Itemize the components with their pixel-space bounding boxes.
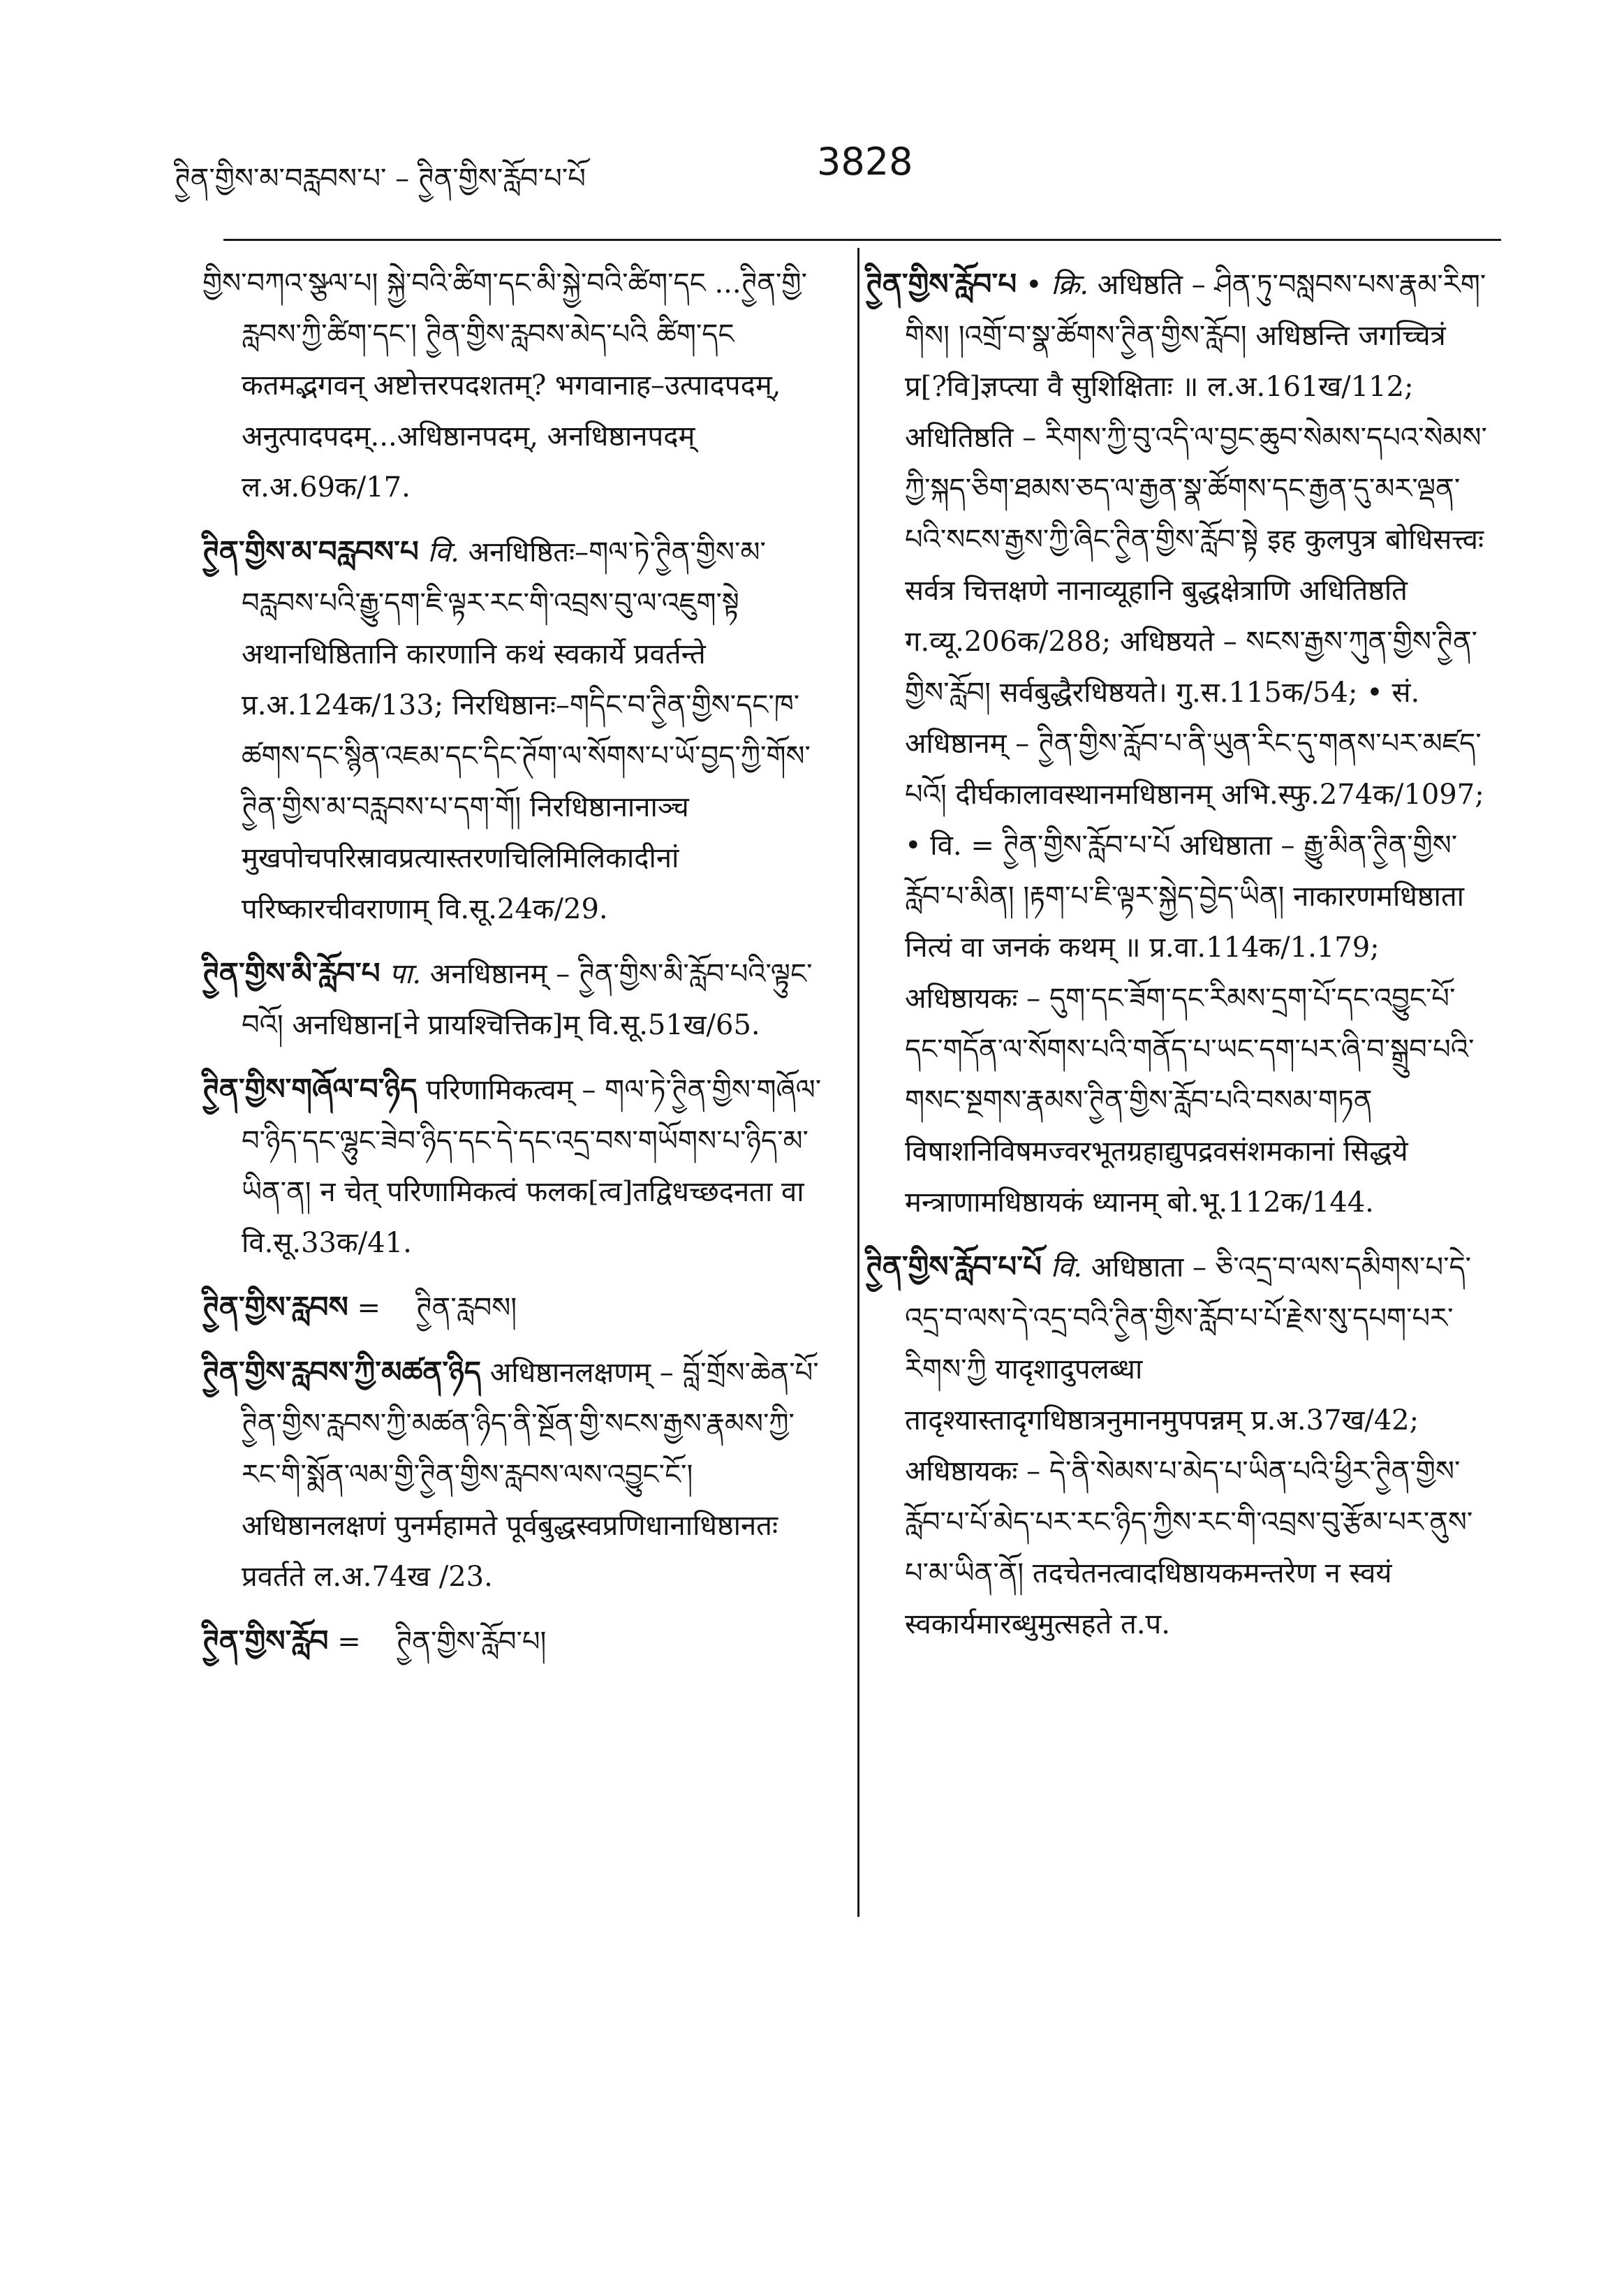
entry-headword: ཊྱིན་གྱིས་རླབས་ཀྱི་མཚན་ཉིད: [202, 1355, 482, 1389]
entry-headword: ཊྱིན་གྱིས་རློབ་པ: [866, 267, 1017, 301]
running-header: [175, 140, 1501, 203]
entry-grammar: वि.: [427, 536, 459, 568]
entry-headword: ཊྱིན་གྱིས་རློབ་པ་པོ: [866, 1249, 1042, 1284]
right-column: [866, 258, 1487, 1663]
entry-body: अनधिष्ठितः–གལ་ཏེ་ཊྱིན་གྱིས་མ་བརླབས་པའི་རྒྱུ་དག་ཇི་ལྟར་རང་གི་འབྲས་བུ་ལ་འཇུག་སྟེ अथानधिष्ठितानि कारणानि कथं स्वकार्ये प्रवर्तन्ते प्र.अ.124क/133; निरधिष्ठानः–གདིང་བ་ཊྱིན་གྱིས་དང་ཁ་ཚགས་དང་སྙིན་འཇམ་དང་དིང་ཊོག་ལ་སོགས་པ་ཡོ་བྱད་ཀྱི་གོས་ཊྱིན་གྱིས་མ་བརླབས་པ་དག་གོ། निरधिष्ठानानाञ्च मुखपोचपरिस्रावप्रत्यास्तरणचिलिमिलिकादीनां परिष्कारचीवराणाम् वि.सू.24क/29.: [242, 536, 811, 925]
entry-headword: ཊྱིན་གྱིས་རློབ: [202, 1624, 329, 1658]
dictionary-entry: [202, 1346, 824, 1603]
entry-body: अनधिष्ठानम् – ཊྱིན་གྱིས་མི་རློབ་པའི་ལྟུང་བའོ། अनधिष्ठान[ने प्रायश्चित्तिक]म् वि.सू.51ख/65.: [242, 958, 813, 1041]
column-divider: [857, 248, 859, 1917]
entry-cross-reference: = ཊྱིན་རླབས།: [357, 1292, 517, 1324]
running-head: ཊྱིན་གྱིས་མ་བརླབས་པ་ – ཊྱིན་གྱིས་རློབ་པ་པོ: [175, 163, 586, 195]
header-rule: [223, 239, 1501, 241]
entry-body: अधिष्ठानलक्षणम् – བློ་གྲོས་ཆེན་པོ་ཊྱིན་གྱིས་རླབས་ཀྱི་མཚན་ཉིད་ནི་སྔོན་གྱི་སངས་རྒྱས་རྣམས་ཀྱི་རང་གི་སྨོན་ལམ་གྱི་ཊྱིན་གྱིས་རླབས་ལས་འབྱུང་ངོ་། अधिष्ठानलक्षणं पुनर्महामते पूर्वबुद्धस्वप्रणिधानाधिष्ठानतः प्रवर्तते ल.अ.74ख /23.: [242, 1357, 819, 1593]
entry-body: परिणामिकत्वम् – གལ་ཏེ་ཊྱིན་གྱིས་གཞོལ་བ་ཉིད་དང་ལྷུང་ཟེབ་ཉིད་དང་དེ་དང་འདྲ་བས་གཡོགས་པ་ཉིད་མ་ཡིན་ན། न चेत् परिणामिकत्वं फलक[त्व]तद्विधच्छदनता वा वि.सू.33क/41.: [242, 1074, 822, 1259]
continuation-body: གྱིས་བཀའ་སྩལ་པ། སྐྱེ་བའི་ཚིག་དང་མི་སྐྱེ་བའི་ཚིག་དང ...ཊྱིན་གྱི་རླབས་ཀྱི་ཚིག་དང་། ཊྱིན་གྱིས་རླབས་མེད་པའི ཚིག་དང कतमद्भगवन् अष्टोत्तरपदशतम्? भगवानाह–उत्पादपदम्, अनुत्पादपदम्...अधिष्ठानपदम्, अनधिष्ठानपदम् ल.अ.69क/17.: [202, 267, 807, 503]
entry-headword: ཊྱིན་གྱིས་མ་བརླབས་པ: [202, 534, 419, 568]
dictionary-entry: [202, 1615, 824, 1668]
dictionary-entry: [866, 258, 1487, 1228]
dictionary-entry: [202, 1281, 824, 1334]
entry-body: अधिष्ठति – ཤིན་ཏུ་བསླབས་པས་རྣམ་རིག་གིས། །འགྲོ་བ་སྣ་ཚོགས་ཊྱིན་གྱིས་རློབ། अधिष्ठन्ति जगच्चित्रं प्र[?वि]ज्ञप्त्या वै सुशिक्षिताः ॥ ल.अ.161ख/112; अधितिष्ठति – རིགས་ཀྱི་བུ་འདི་ལ་བྱང་ཆུབ་སེམས་དཔའ་སེམས་ཀྱི་སྐད་ཅིག་ཐམས་ཅད་ལ་རྒྱན་སྣ་ཚོགས་དང་རྒྱན་དུ་མར་ལྡན་པའི་སངས་རྒྱས་ཀྱི་ཞིང་ཊྱིན་གྱིས་རློབ་སྟེ इह कुलपुत्र बोधिसत्त्वः सर्वत्र चित्तक्षणे नानाव्यूहानि बुद्धक्षेत्राणि अधितिष्ठति ग.व्यू.206क/288; अधिष्ठयते – སངས་རྒྱས་ཀུན་གྱིས་ཊྱིན་གྱིས་རློབ། सर्वबुद्धैरधिष्ठयते। गु.स.115क/54; • सं. अधिष्ठानम् – ཊྱིན་གྱིས་རློབ་པ་ནི་ཡུན་རིང་དུ་གནས་པར་མཛད་པའོ། दीर्घकालावस्थानमधिष्ठानम् अभि.स्फु.274क/1097; • वि. = ཊྱིན་གྱིས་རློབ་པ་པོ अधिष्ठाता – རྒྱུ་མིན་ཊྱིན་གྱིས་རློབ་པ་མིན། །རྟག་པ་ཇི་ལྟར་སྐྱེད་བྱེད་ཡིན། नाकारणमधिष्ठाता नित्यं वा जनकं कथम् ॥ प्र.वा.114क/1.179; अधिष्ठायकः – དུག་དང་ཟོག་དང་རིམས་དྲག་པོ་དང་འབྱུང་པོ་དང་གདོན་ལ་སོགས་པའི་གནོད་པ་ཡང་དག་པར་ཞི་བ་སྒྲུབ་པའི་གསང་སྔགས་རྣམས་ཊྱིན་གྱིས་རློབ་པའི་བསམ་གཏན विषाशनिविषमज्वरभूतग्रहाद्युपद्रवसंशमकानां सिद्धये मन्त्राणामधिष्ठायकं ध्यानम् बो.भू.112क/144.: [905, 269, 1487, 1219]
entry-headword: ཊྱིན་གྱིས་མི་རློབ་པ: [202, 956, 381, 990]
continuation-text: [202, 258, 824, 513]
dictionary-entry: [866, 1241, 1487, 1650]
entry-grammar: पा.: [389, 958, 422, 990]
left-column: [202, 258, 824, 1680]
dictionary-entry: [202, 948, 824, 1051]
dictionary-entry: [202, 526, 824, 935]
page-number: 3828: [817, 140, 913, 184]
entry-body: अधिष्ठाता – ཅི་འདྲ་བ་ལས་དམིགས་པ་དེ་འདྲ་བ་ལས་དེ་འདྲ་བའི་ཊྱིན་གྱིས་རློབ་པ་པོ་རྗེས་སུ་དཔག་པར་རིགས་ཀྱི यादृशादुपलब्धा तादृश्यास्तादृगधिष्ठात्रनुमानमुपपन्नम् प्र.अ.37ख/42; अधिष्ठायकः – དེ་ནི་སེམས་པ་མེད་པ་ཡིན་པའི་ཕྱིར་ཊྱིན་གྱིས་རློབ་པ་པོ་མེད་པར་རང་ཉིད་ཀྱིས་རང་གི་འབྲས་བུ་རྩོམ་པར་ནུས་པ་མ་ཡིན་ནོ། तदचेतनत्वादधिष्ठायकमन्तरेण न स्वयं स्वकार्यमारब्धुमुत्सहते त.प.: [905, 1251, 1473, 1640]
entry-headword: ཊྱིན་གྱིས་གཞོལ་བ་ཉིད: [202, 1072, 418, 1106]
dictionary-entry: [202, 1064, 824, 1269]
entry-grammar: वि.: [1050, 1251, 1083, 1284]
entry-headword: ཊྱིན་གྱིས་རླབས: [202, 1290, 348, 1324]
entry-cross-reference: = ཊྱིན་གྱིས་རློབ་པ།: [337, 1626, 547, 1658]
entry-grammar: • क्रि.: [1025, 269, 1089, 301]
